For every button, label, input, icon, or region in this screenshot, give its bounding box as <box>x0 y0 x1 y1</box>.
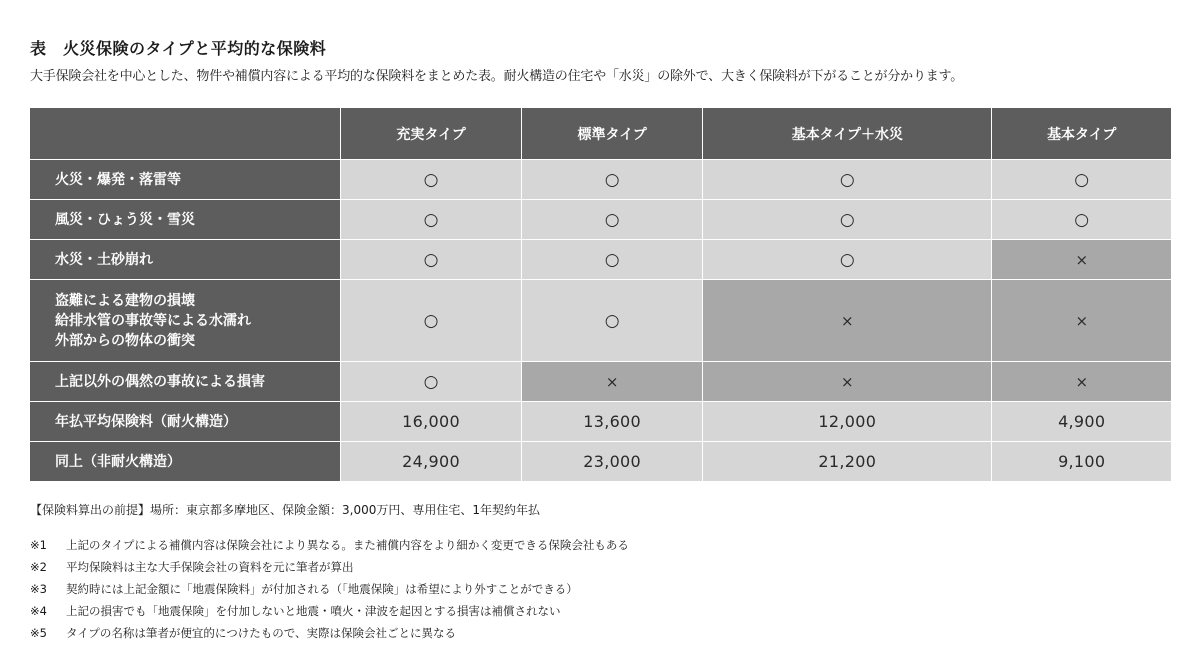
table-corner-cell <box>30 108 341 160</box>
column-header-full: 充実タイプ <box>341 108 522 160</box>
premium-cell: 16,000 <box>341 402 522 442</box>
footnote-item <box>30 625 629 647</box>
coverage-cell: ○ <box>703 200 992 240</box>
footnote-mark: ※2 <box>30 560 47 574</box>
footnote-item <box>30 581 629 603</box>
row-label-fire: 火災・爆発・落雷等 <box>30 160 341 200</box>
page-subtitle: 大手保険会社を中心とした、物件や補償内容による平均的な保険料をまとめた表。耐火構造の住宅や「水災」の除外で、大きく保険料が下がることが分かります。 <box>30 69 964 84</box>
coverage-cell: ○ <box>341 160 522 200</box>
page-title: 表 火災保険のタイプと平均的な保険料 <box>30 39 327 58</box>
calculation-premise: 【保険料算出の前提】場所：東京都多摩地区、保険金額：3,000万円、専用住宅、1年契約年払 <box>30 503 540 517</box>
coverage-cell-excluded: × <box>703 280 992 362</box>
coverage-cell-excluded: × <box>992 280 1171 362</box>
row-label-premium-fireproof: 年払平均保険料（耐火構造） <box>30 402 341 442</box>
premium-cell: 24,900 <box>341 442 522 482</box>
column-header-basic-flood: 基本タイプ＋水災 <box>703 108 992 160</box>
premium-cell: 21,200 <box>703 442 992 482</box>
coverage-cell: ○ <box>341 240 522 280</box>
footnote-text: 上記の損害でも「地震保険」を付加しないと地震・噴火・津波を起因とする損害は補償されない <box>66 604 561 618</box>
footnote-text: 上記のタイプによる補償内容は保険会社により異なる。また補償内容をより細かく変更できる保険会社もある <box>66 538 629 552</box>
table-row-theft-water <box>30 280 1171 362</box>
coverage-cell: ○ <box>522 160 703 200</box>
row-label-premium-nonfireproof: 同上（非耐火構造） <box>30 442 341 482</box>
coverage-cell: ○ <box>703 240 992 280</box>
coverage-cell-excluded: × <box>992 362 1171 402</box>
premium-cell: 12,000 <box>703 402 992 442</box>
row-label-flood: 水災・土砂崩れ <box>30 240 341 280</box>
footnote-mark: ※5 <box>30 626 47 640</box>
footnote-text: 平均保険料は主な大手保険会社の資料を元に筆者が算出 <box>66 560 354 574</box>
table-row-fire <box>30 160 1171 200</box>
row-label-theft-water: 盗難による建物の損壊 給排水管の事故等による水濡れ 外部からの物体の衝突 <box>30 280 341 362</box>
coverage-cell: ○ <box>522 200 703 240</box>
premium-cell: 9,100 <box>992 442 1171 482</box>
table-row-premium-fireproof <box>30 402 1171 442</box>
insurance-comparison-table <box>30 108 1171 482</box>
row-label-wind: 風災・ひょう災・雪災 <box>30 200 341 240</box>
column-header-standard: 標準タイプ <box>522 108 703 160</box>
premium-cell: 13,600 <box>522 402 703 442</box>
footnote-text: タイプの名称は筆者が便宜的につけたもので、実際は保険会社ごとに異なる <box>66 626 456 640</box>
coverage-cell: ○ <box>341 280 522 362</box>
coverage-cell: ○ <box>522 240 703 280</box>
footnote-item <box>30 537 629 559</box>
coverage-cell: ○ <box>522 280 703 362</box>
coverage-cell: ○ <box>341 362 522 402</box>
table-row-accident <box>30 362 1171 402</box>
table-row-premium-nonfireproof <box>30 442 1171 482</box>
footnotes <box>30 537 629 647</box>
footnote-mark: ※1 <box>30 538 47 552</box>
coverage-cell: ○ <box>992 160 1171 200</box>
premium-cell: 23,000 <box>522 442 703 482</box>
coverage-cell: ○ <box>703 160 992 200</box>
table-header-row <box>30 108 1171 160</box>
coverage-cell-excluded: × <box>522 362 703 402</box>
footnote-item <box>30 559 629 581</box>
row-label-accident: 上記以外の偶然の事故による損害 <box>30 362 341 402</box>
footnote-item <box>30 603 629 625</box>
column-header-basic: 基本タイプ <box>992 108 1171 160</box>
footnote-text: 契約時には上記金額に「地震保険料」が付加される（「地震保険」は希望により外すことができる） <box>66 582 578 596</box>
table-row-flood <box>30 240 1171 280</box>
coverage-cell: ○ <box>341 200 522 240</box>
footnote-mark: ※3 <box>30 582 47 596</box>
footnote-mark: ※4 <box>30 604 47 618</box>
table-row-wind <box>30 200 1171 240</box>
coverage-cell-excluded: × <box>703 362 992 402</box>
coverage-cell: ○ <box>992 200 1171 240</box>
coverage-cell-excluded: × <box>992 240 1171 280</box>
premium-cell: 4,900 <box>992 402 1171 442</box>
